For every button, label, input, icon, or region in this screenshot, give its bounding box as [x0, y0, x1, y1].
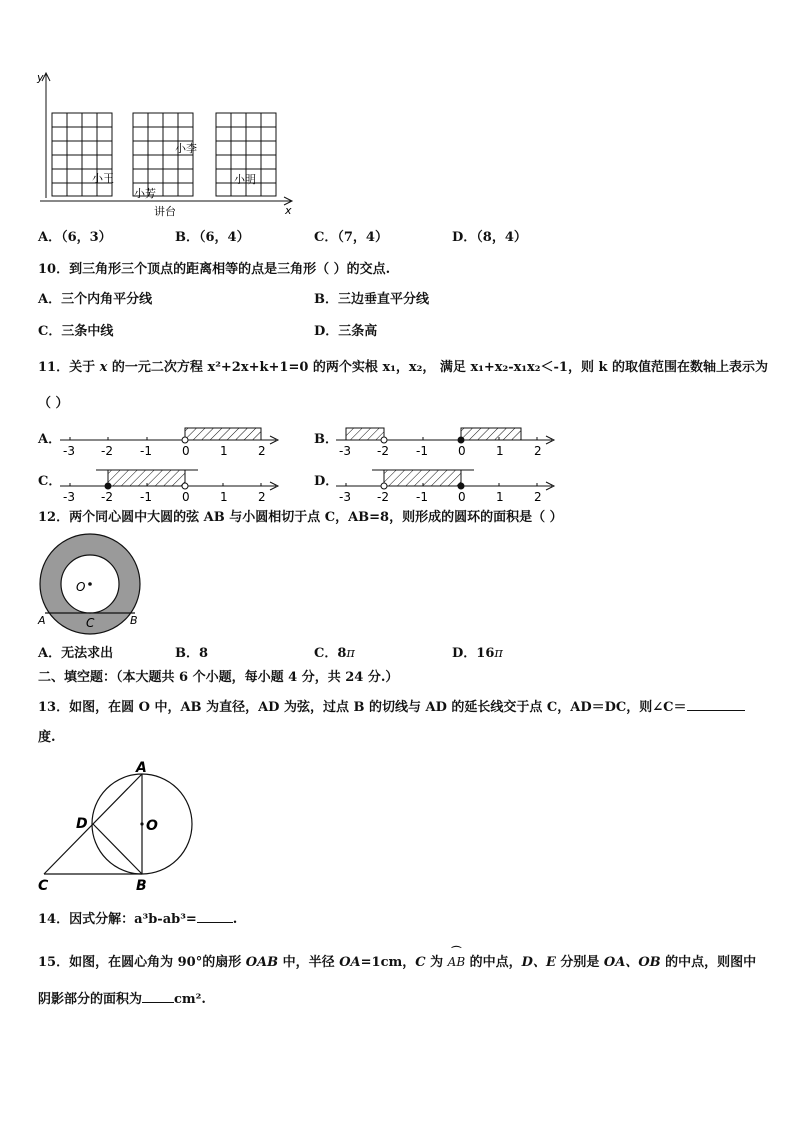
q11-text-6: 的取值范围在数轴上表示为: [612, 360, 769, 375]
q11-answer-paren: （ ）: [38, 396, 69, 411]
number-line-b: [334, 422, 564, 458]
point-label-d: D: [76, 816, 88, 832]
q15-text: 的中点，则图中: [660, 955, 757, 970]
tick-label: -1: [140, 444, 152, 458]
q15-text: 为: [425, 955, 448, 970]
seat-label-xiaofang: 小芳: [134, 187, 156, 200]
q12-option-c-text: C．8: [314, 646, 347, 661]
q11-option-d-label: D．: [314, 474, 339, 489]
tick-label: 2: [258, 490, 266, 504]
q12-stem: 12．两个同心圆中大圆的弦 AB 与小圆相切于点 C，AB=8，则形成的圆环的面积是（ ）: [38, 510, 563, 525]
q15-radius-name: OA: [339, 955, 361, 970]
q11-option-b-label: B．: [314, 432, 338, 447]
tick-label: 1: [496, 490, 504, 504]
number-line-d: [334, 464, 564, 504]
q14-stem: [38, 910, 237, 928]
fig-x-label: x: [285, 204, 292, 217]
tick-label: -1: [416, 490, 428, 504]
tick-label: 1: [220, 490, 228, 504]
point-label-c: C: [86, 616, 95, 630]
seating-plan-figure: [30, 68, 310, 220]
tick-label: -2: [377, 444, 389, 458]
q15-text: 分别是: [555, 955, 604, 970]
tick-label: 0: [458, 444, 466, 458]
q10-stem: 10．到三角形三个顶点的距离相等的点是三角形（ ）的交点.: [38, 262, 391, 277]
q15-point-c: C: [415, 955, 426, 970]
q11-option-c-label: C．: [38, 474, 62, 489]
q13-tail: 度.: [38, 730, 56, 745]
q9-option-d: D．（8，4）: [452, 230, 527, 245]
q15-segments: OA、OB: [603, 955, 661, 970]
tick-label: 0: [458, 490, 466, 504]
q15-text: 15．如图，在圆心角为 90°的扇形: [38, 955, 246, 970]
point-label-b: B: [136, 878, 147, 894]
q12-option-d: [452, 646, 503, 662]
q11-roots: x₁，x₂，: [382, 360, 436, 375]
circle-tangent-figure: [34, 756, 204, 894]
tick-label: 1: [496, 444, 504, 458]
q11-stem: [38, 360, 768, 376]
number-line-c: [58, 464, 288, 504]
q11-condition: x₁+x₂-x₁x₂: [470, 360, 541, 375]
q15-answer-blank: [142, 990, 174, 1003]
tick-label: -1: [416, 444, 428, 458]
q11-text-4: 满足: [439, 360, 466, 375]
q13-stem: [38, 698, 745, 716]
q10-option-d: D．三条高: [314, 324, 378, 339]
pi-symbol: π: [346, 646, 355, 661]
q11-text-2: 的一元二次方程: [111, 360, 203, 375]
pi-symbol: π: [494, 646, 503, 661]
q11-var-x: x: [99, 360, 108, 375]
annulus-figure: [32, 532, 152, 640]
q11-text-3: 的两个实根: [312, 360, 378, 375]
q13-stem-text: 13．如图，在圆 O 中，AB 为直径，AD 为弦，过点 B 的切线与 AD 的延长线交于点 C，AD＝DC，则∠C＝: [38, 700, 687, 715]
fig-y-label: y: [37, 71, 44, 84]
tick-label: 1: [220, 444, 228, 458]
q13-answer-blank: [687, 698, 745, 711]
tick-label: 0: [182, 490, 190, 504]
tick-label: 0: [182, 444, 190, 458]
q10-option-c: C．三条中线: [38, 324, 114, 339]
point-label-a: A: [38, 614, 46, 627]
q9-option-b: B．（6，4）: [175, 230, 250, 245]
tick-label: -2: [101, 444, 113, 458]
q15-sector-name: OAB: [245, 955, 279, 970]
q11-var-k: k: [598, 360, 608, 375]
q15-text: cm².: [174, 992, 206, 1007]
tick-label: -3: [63, 444, 75, 458]
q12-option-b: B．8: [175, 646, 209, 661]
q11-text-1: 11．关于: [38, 360, 96, 375]
section-heading-fill-in: 二、填空题：（本大题共 6 个小题，每小题 4 分，共 24 分.）: [38, 670, 399, 685]
tick-label: -3: [339, 490, 351, 504]
q10-option-a: A．三个内角平分线: [38, 292, 153, 307]
q15-line-2: [38, 990, 206, 1008]
point-label-a: A: [136, 760, 147, 776]
q14-answer-blank: [197, 910, 233, 923]
q11-option-a-label: A．: [38, 432, 62, 447]
seat-label-xiaoli: 小李: [175, 142, 197, 155]
q15-arc-label: AB: [447, 955, 466, 969]
q15-points-de: D、E: [521, 955, 556, 970]
tick-label: -3: [63, 490, 75, 504]
tick-label: -1: [140, 490, 152, 504]
q14-stem-text: 14．因式分解：a³b-ab³=: [38, 912, 197, 927]
tick-label: -3: [339, 444, 351, 458]
center-label-o: O: [146, 818, 158, 834]
q12-option-d-text: D．16: [452, 646, 495, 661]
q15-line-1: [38, 947, 757, 971]
q12-option-a: A．无法求出: [38, 646, 114, 661]
point-label-c: C: [38, 878, 49, 894]
q14-tail: .: [232, 912, 238, 927]
q11-text-5: ＜-1，则: [540, 360, 594, 375]
q15-arc-ab: [447, 947, 466, 971]
q9-option-c: C．（7，4）: [314, 230, 388, 245]
q10-option-b: B．三边垂直平分线: [314, 292, 429, 307]
q12-option-c: [314, 646, 355, 662]
tick-label: 2: [258, 444, 266, 458]
q15-text: 中，半径: [278, 955, 340, 970]
tick-label: 2: [534, 444, 542, 458]
q15-text: 阴影部分的面积为: [38, 992, 143, 1007]
q15-text: =1cm，: [360, 955, 416, 970]
tick-label: 2: [534, 490, 542, 504]
podium-label: 讲台: [154, 205, 176, 218]
number-line-a: [58, 422, 288, 458]
center-label-o: O: [76, 580, 86, 594]
q11-equation: x²+2x+k+1=0: [207, 360, 309, 375]
q9-option-a: A．（6，3）: [38, 230, 112, 245]
arc-mark-icon: ⌒: [451, 947, 462, 958]
seat-label-xiaowang: 小王: [92, 172, 114, 185]
seat-label-xiaoming: 小明: [234, 173, 256, 186]
q15-text: 的中点，: [465, 955, 522, 970]
tick-label: -2: [101, 490, 113, 504]
point-label-b: B: [130, 614, 138, 627]
tick-label: -2: [377, 490, 389, 504]
